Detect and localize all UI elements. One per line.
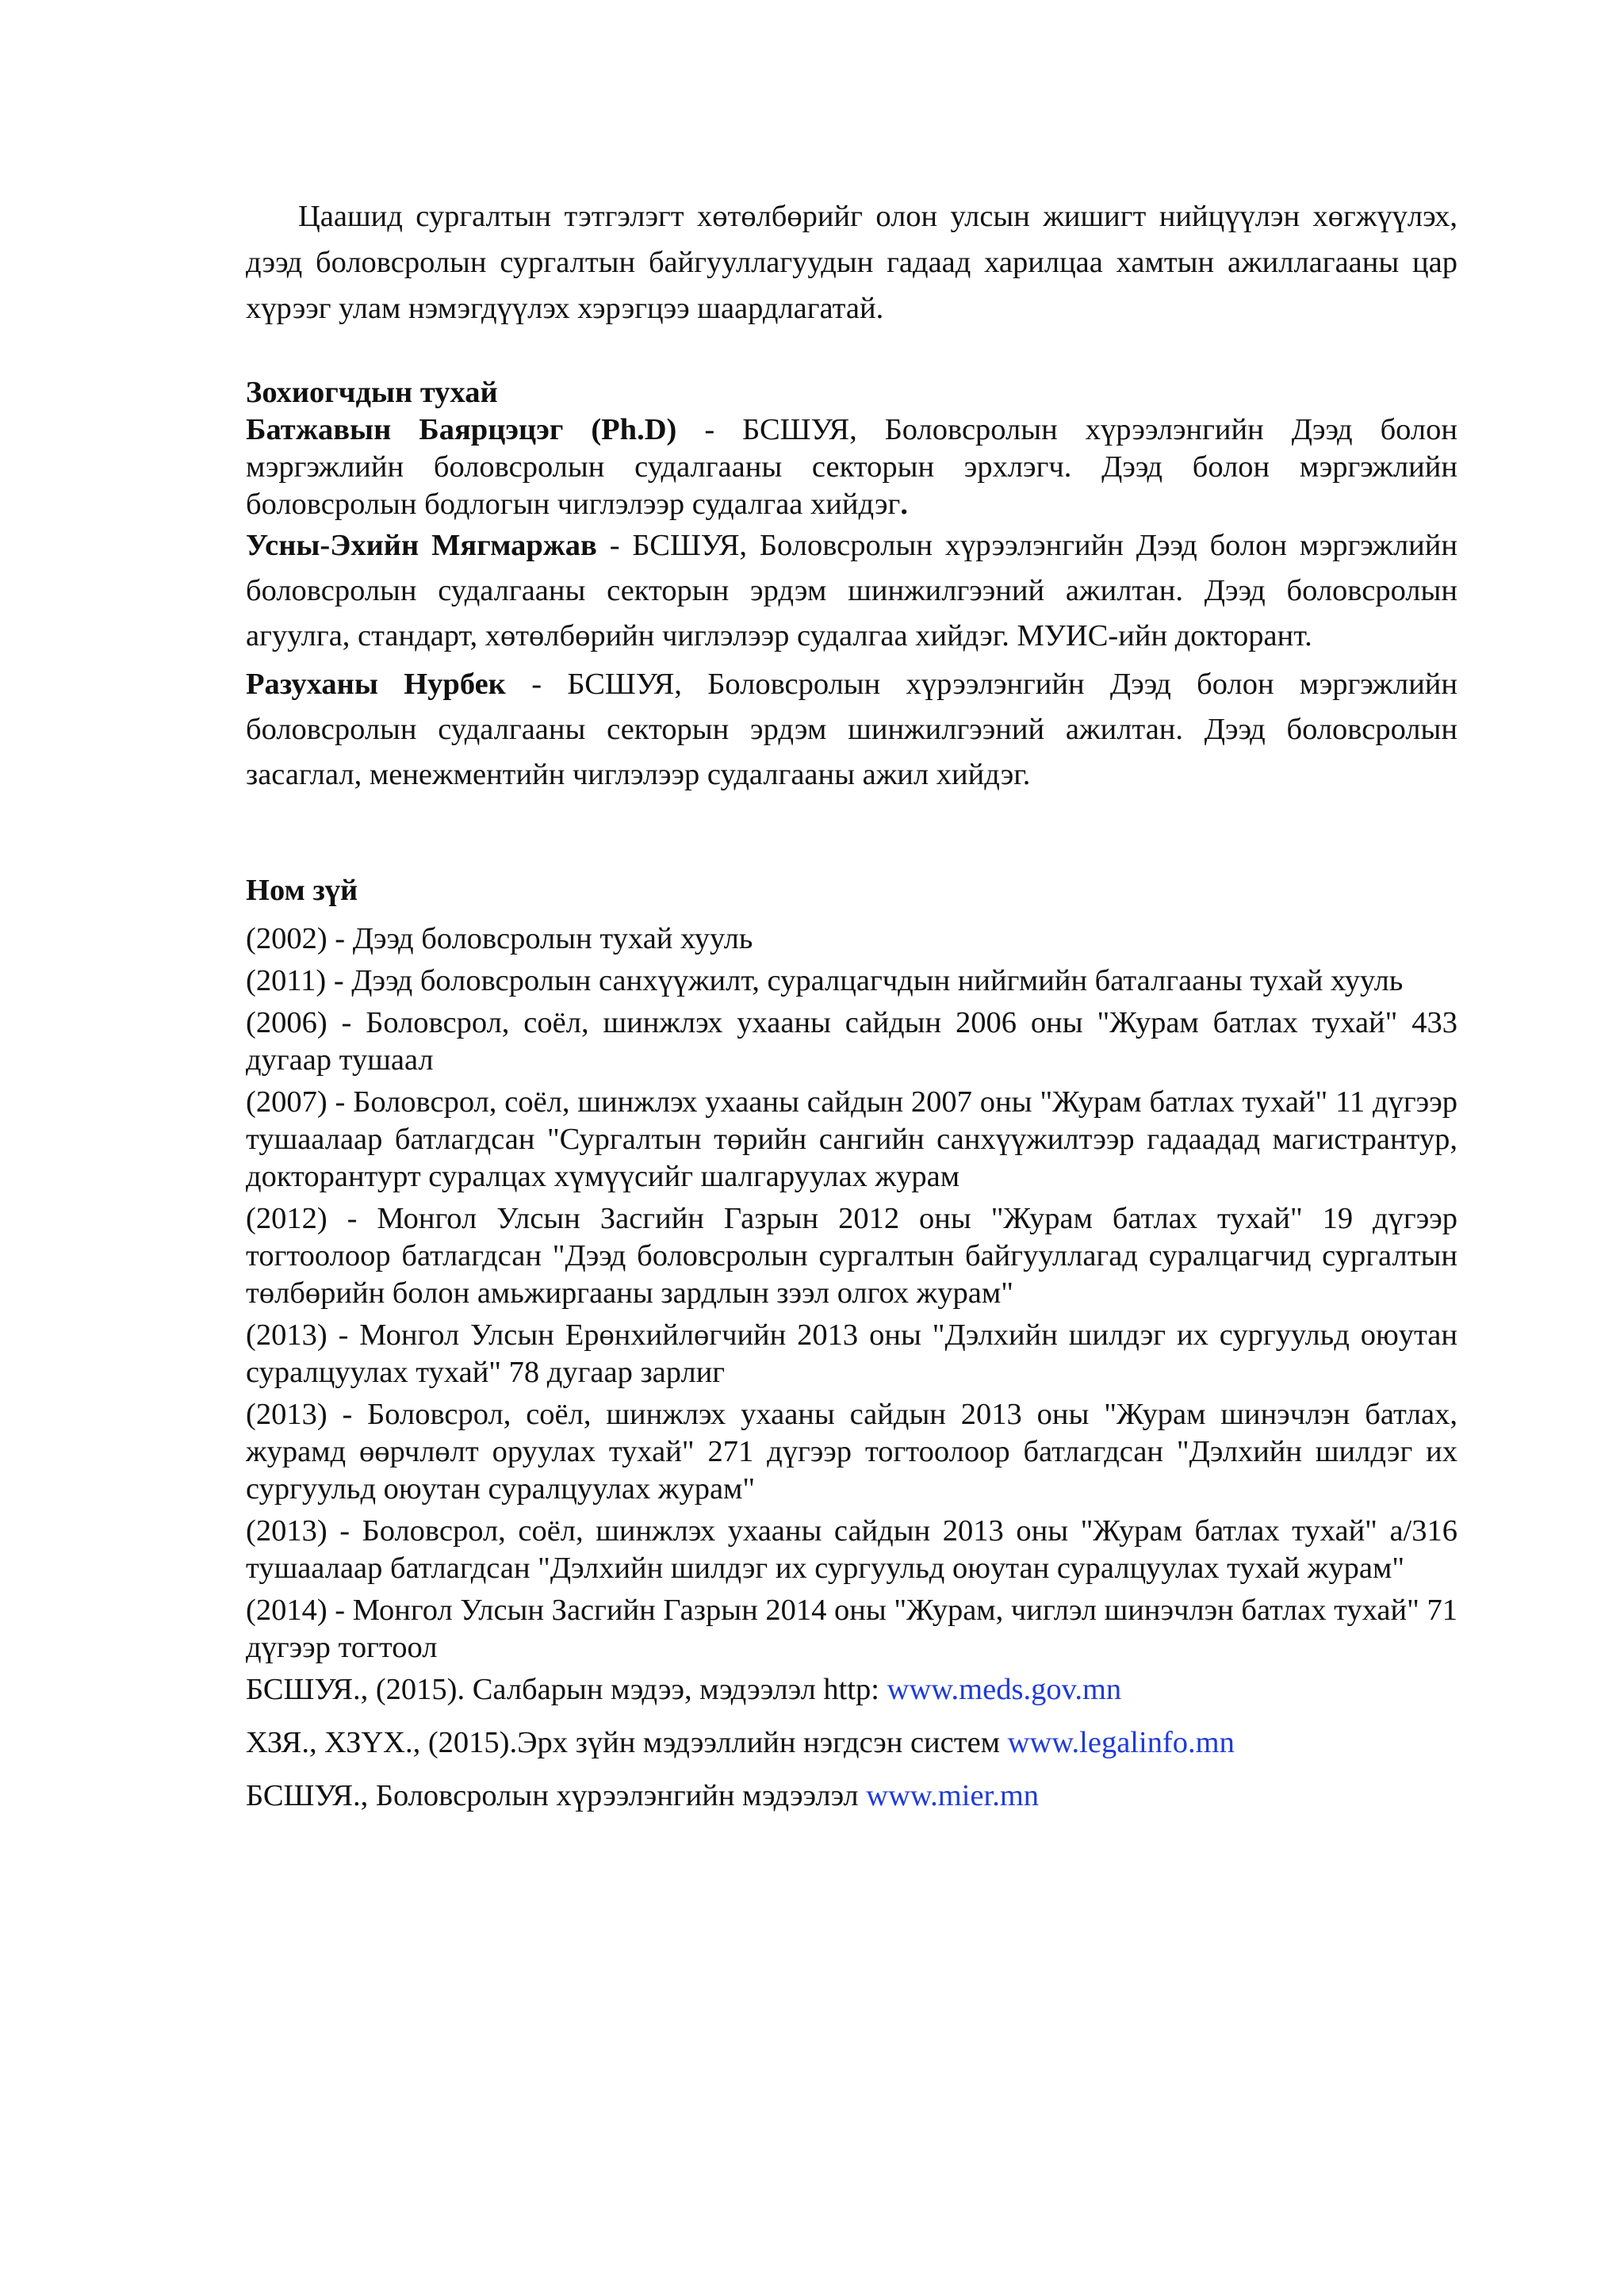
web-reference [246, 1724, 1457, 1762]
intro-section [246, 193, 1457, 331]
authors-section [246, 374, 1457, 798]
author-description: - БСШУЯ, Боловсролын хүрээлэнгийн Дээд болон мэргэжлийн боловсролын судалгааны секторын эрдэм шинжилгээний ажилтан. Дээд боловсролын засаглал, менежментийн чиглэлээр судалгааны ажил хийдэг. [246, 668, 1457, 791]
authors-heading: Зохиогчдын тухай [246, 376, 498, 409]
web-link[interactable]: www.meds.gov.mn [887, 1673, 1122, 1706]
author-description: - БСШУЯ, Боловсролын хүрээлэнгийн Дээд болон мэргэжлийн боловсролын судалгааны секторын эрхлэгч. Дээд болон мэргэжлийн боловсролын бодлогын чиглэлээр судалгаа хийдэг [246, 413, 1457, 521]
reference-item: (2013) - Боловсрол, соёл, шинжлэх ухааны сайдын 2013 оны "Журам батлах тухай" а/316 тушаалаар батлагдсан "Дэлхийн шилдэг их сургуульд оюутан суралцуулах тухай журам" [246, 1514, 1457, 1585]
author-entry [246, 523, 1457, 659]
web-link[interactable]: www.legalinfo.mn [1007, 1726, 1235, 1759]
references-section [246, 872, 1457, 1831]
reference-item: (2013) - Боловсрол, соёл, шинжлэх ухааны сайдын 2013 оны "Журам шинэчлэн батлах, журамд өөрчлөлт оруулах тухай" 271 дүгээр тогтоолоор батлагдсан "Дэлхийн шилдэг их сургуульд оюутан суралцуулах журам" [246, 1398, 1457, 1506]
reference-item: (2007) - Боловсрол, соёл, шинжлэх ухааны сайдын 2007 оны "Журам батлах тухай" 11 дүгээр тушаалаар батлагдсан "Сургалтын төрийн сангийн санхүүжилтээр гадаадад магистрантур, докторантурт суралцах хүмүүсийг шалгаруулах журам [246, 1085, 1457, 1193]
web-reference-text: ХЗЯ., ХЗҮХ., (2015).Эрх зүйн мэдээллийн нэгдсэн систем [246, 1726, 1008, 1759]
reference-item: (2011) - Дээд боловсролын санхүүжилт, суралцагчдын нийгмийн баталгааны тухай хууль [246, 964, 1404, 997]
intro-paragraph: Цаашид сургалтын тэтгэлэгт хөтөлбөрийг олон улсын жишигт нийцүүлэн хөгжүүлэх, дээд боловсролын сургалтын байгууллагуудын гадаад харилцаа хамтын ажиллагааны цар хүрээг улам нэмэгдүүлэх хэрэгцээ шаардлагатай. [246, 200, 1457, 325]
reference-item: (2002) - Дээд боловсролын тухай хууль [246, 922, 753, 955]
author-name: Батжавын Баярцэцэг (Ph.D) [246, 413, 677, 446]
author-entry [246, 411, 1457, 523]
author-description: - БСШУЯ, Боловсролын хүрээлэнгийн Дээд болон мэргэжлийн боловсролын судалгааны секторын эрдэм шинжилгээний ажилтан. Дээд боловсролын агуулга, стандарт, хөтөлбөрийн чиглэлээр судалгаа хийдэг. МУИС-ийн докторант. [246, 529, 1457, 652]
web-reference [246, 1777, 1457, 1815]
reference-item: (2012) - Монгол Улсын Засгийн Газрын 2012 оны "Журам батлах тухай" 19 дүгээр тогтоолоор батлагдсан "Дээд боловсролын сургалтын байгууллагад суралцагчид сургалтын төлбөрийн болон амьжиргааны зардлын зээл олгох журам" [246, 1202, 1457, 1310]
web-reference [246, 1671, 1457, 1709]
web-link[interactable]: www.mier.mn [866, 1779, 1040, 1812]
reference-item: (2014) - Монгол Улсын Засгийн Газрын 2014 оны "Журам, чиглэл шинэчлэн батлах тухай" 71 дүгээр тогтоол [246, 1594, 1457, 1664]
author-end-punctuation: . [900, 488, 908, 521]
web-reference-text: БСШУЯ., (2015). Салбарын мэдээ, мэдээлэл http: [246, 1673, 887, 1706]
reference-item: (2006) - Боловсрол, соёл, шинжлэх ухааны сайдын 2006 оны "Журам батлах тухай" 433 дугаар тушаал [246, 1006, 1457, 1077]
reference-item: (2013) - Монгол Улсын Ерөнхийлөгчийн 2013 оны "Дэлхийн шилдэг их сургуульд оюутан суралцуулах тухай" 78 дугаар зарлиг [246, 1318, 1457, 1389]
web-reference-text: БСШУЯ., Боловсролын хүрээлэнгийн мэдээлэл [246, 1779, 867, 1812]
author-name: Усны-Эхийн Мягмаржав [246, 529, 597, 562]
references-heading: Ном зүй [246, 874, 358, 907]
author-entry [246, 662, 1457, 798]
author-name: Разуханы Нурбек [246, 668, 506, 701]
